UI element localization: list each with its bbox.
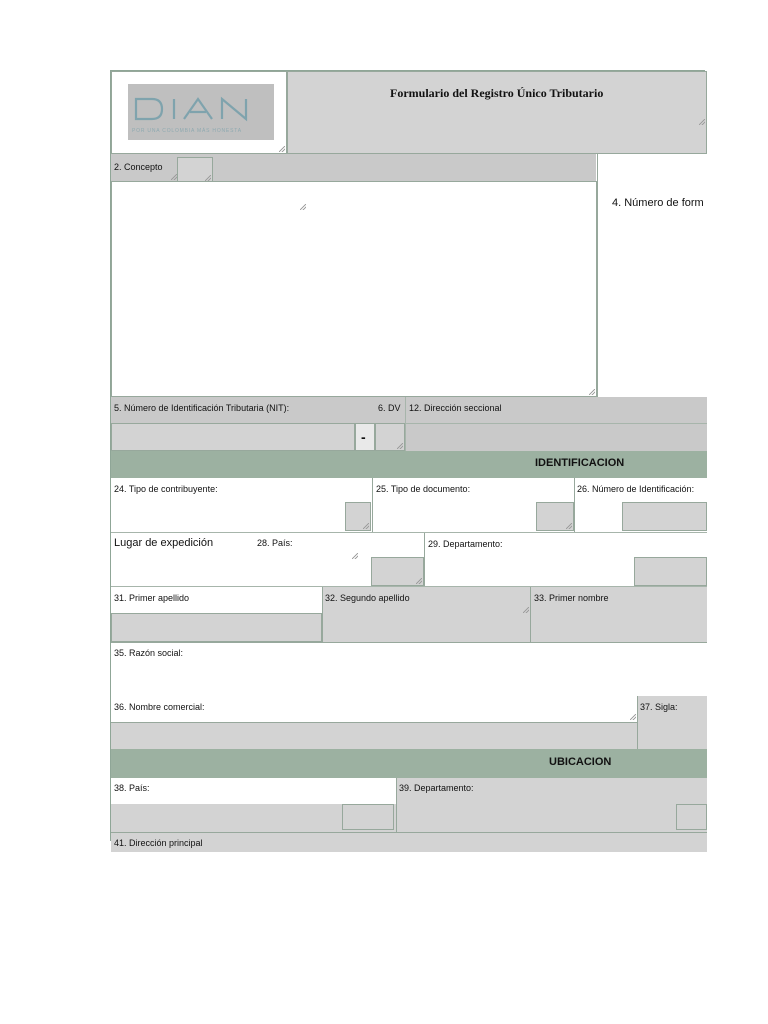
nombre-comercial-label: 36. Nombre comercial: <box>114 702 205 712</box>
primer-nombre-label: 33. Primer nombre <box>534 593 609 603</box>
logo-panel <box>111 71 287 154</box>
lugar-expedicion-label: Lugar de expedición <box>114 537 214 549</box>
form-title: Formulario del Registro Único Tributario <box>390 86 604 100</box>
title-panel <box>287 71 707 154</box>
nit-label: 5. Número de Identificación Tributaria (NIT): <box>114 403 290 413</box>
numero-identificacion-input[interactable] <box>622 502 707 531</box>
direccion-principal-label: 41. Dirección principal <box>114 838 203 848</box>
identificacion-section-header <box>111 451 707 478</box>
pais-38-input[interactable] <box>342 804 394 830</box>
ubicacion-title: UBICACION <box>549 756 612 768</box>
tipo-contribuyente-label: 24. Tipo de contribuyente: <box>114 484 218 494</box>
numero-formulario-label: 4. Número de form <box>612 197 704 209</box>
departamento-29-label: 29. Departamento: <box>428 539 503 549</box>
concepto-text-area[interactable] <box>111 181 597 397</box>
direccion-seccional-label: 12. Dirección seccional <box>409 403 502 413</box>
departamento-39-label: 39. Departamento: <box>399 783 474 793</box>
numero-identificacion-label: 26. Número de Identificación: <box>577 484 695 494</box>
logo-tagline: POR UNA COLOMBIA MÁS HONESTA <box>132 128 242 134</box>
dv-label: 6. DV <box>378 403 401 413</box>
tipo-contribuyente-cell <box>111 478 373 533</box>
tipo-contribuyente-input[interactable] <box>345 502 371 531</box>
razon-social-cell[interactable] <box>111 642 707 696</box>
nit-dash-box <box>355 423 375 451</box>
pais-28-input[interactable] <box>371 557 424 586</box>
concepto-input[interactable] <box>177 157 213 183</box>
departamento-29-input[interactable] <box>634 557 707 586</box>
concepto-label: 2. Concepto <box>114 162 163 172</box>
ubicacion-section-header <box>111 749 707 778</box>
numero-formulario-panel <box>597 154 707 397</box>
segundo-apellido-label: 32. Segundo apellido <box>325 593 410 603</box>
pais-38-label: 38. País: <box>114 783 150 793</box>
tipo-documento-label: 25. Tipo de documento: <box>376 484 471 494</box>
segundo-apellido-cell[interactable] <box>322 587 531 642</box>
sigla-cell[interactable] <box>637 696 707 749</box>
identificacion-title: IDENTIFICACION <box>535 457 625 469</box>
razon-social-label: 35. Razón social: <box>114 648 184 658</box>
dv-input[interactable] <box>375 423 405 451</box>
tipo-documento-input[interactable] <box>536 502 574 531</box>
sigla-label: 37. Sigla: <box>640 702 678 712</box>
primer-apellido-label: 31. Primer apellido <box>114 593 190 603</box>
rut-form <box>110 70 705 848</box>
departamento-39-cell <box>396 778 707 832</box>
departamento-39-input[interactable] <box>676 804 707 830</box>
direccion-seccional-input[interactable] <box>406 424 707 451</box>
direccion-principal-cell[interactable] <box>111 832 707 852</box>
pais-28-label: 28. País: <box>257 538 293 548</box>
nit-input[interactable] <box>111 423 355 451</box>
primer-nombre-cell[interactable] <box>531 587 707 642</box>
dian-logo <box>128 84 274 140</box>
nit-dash: - <box>361 429 366 445</box>
primer-apellido-input[interactable] <box>111 613 322 642</box>
nombre-comercial-input[interactable] <box>111 722 637 749</box>
